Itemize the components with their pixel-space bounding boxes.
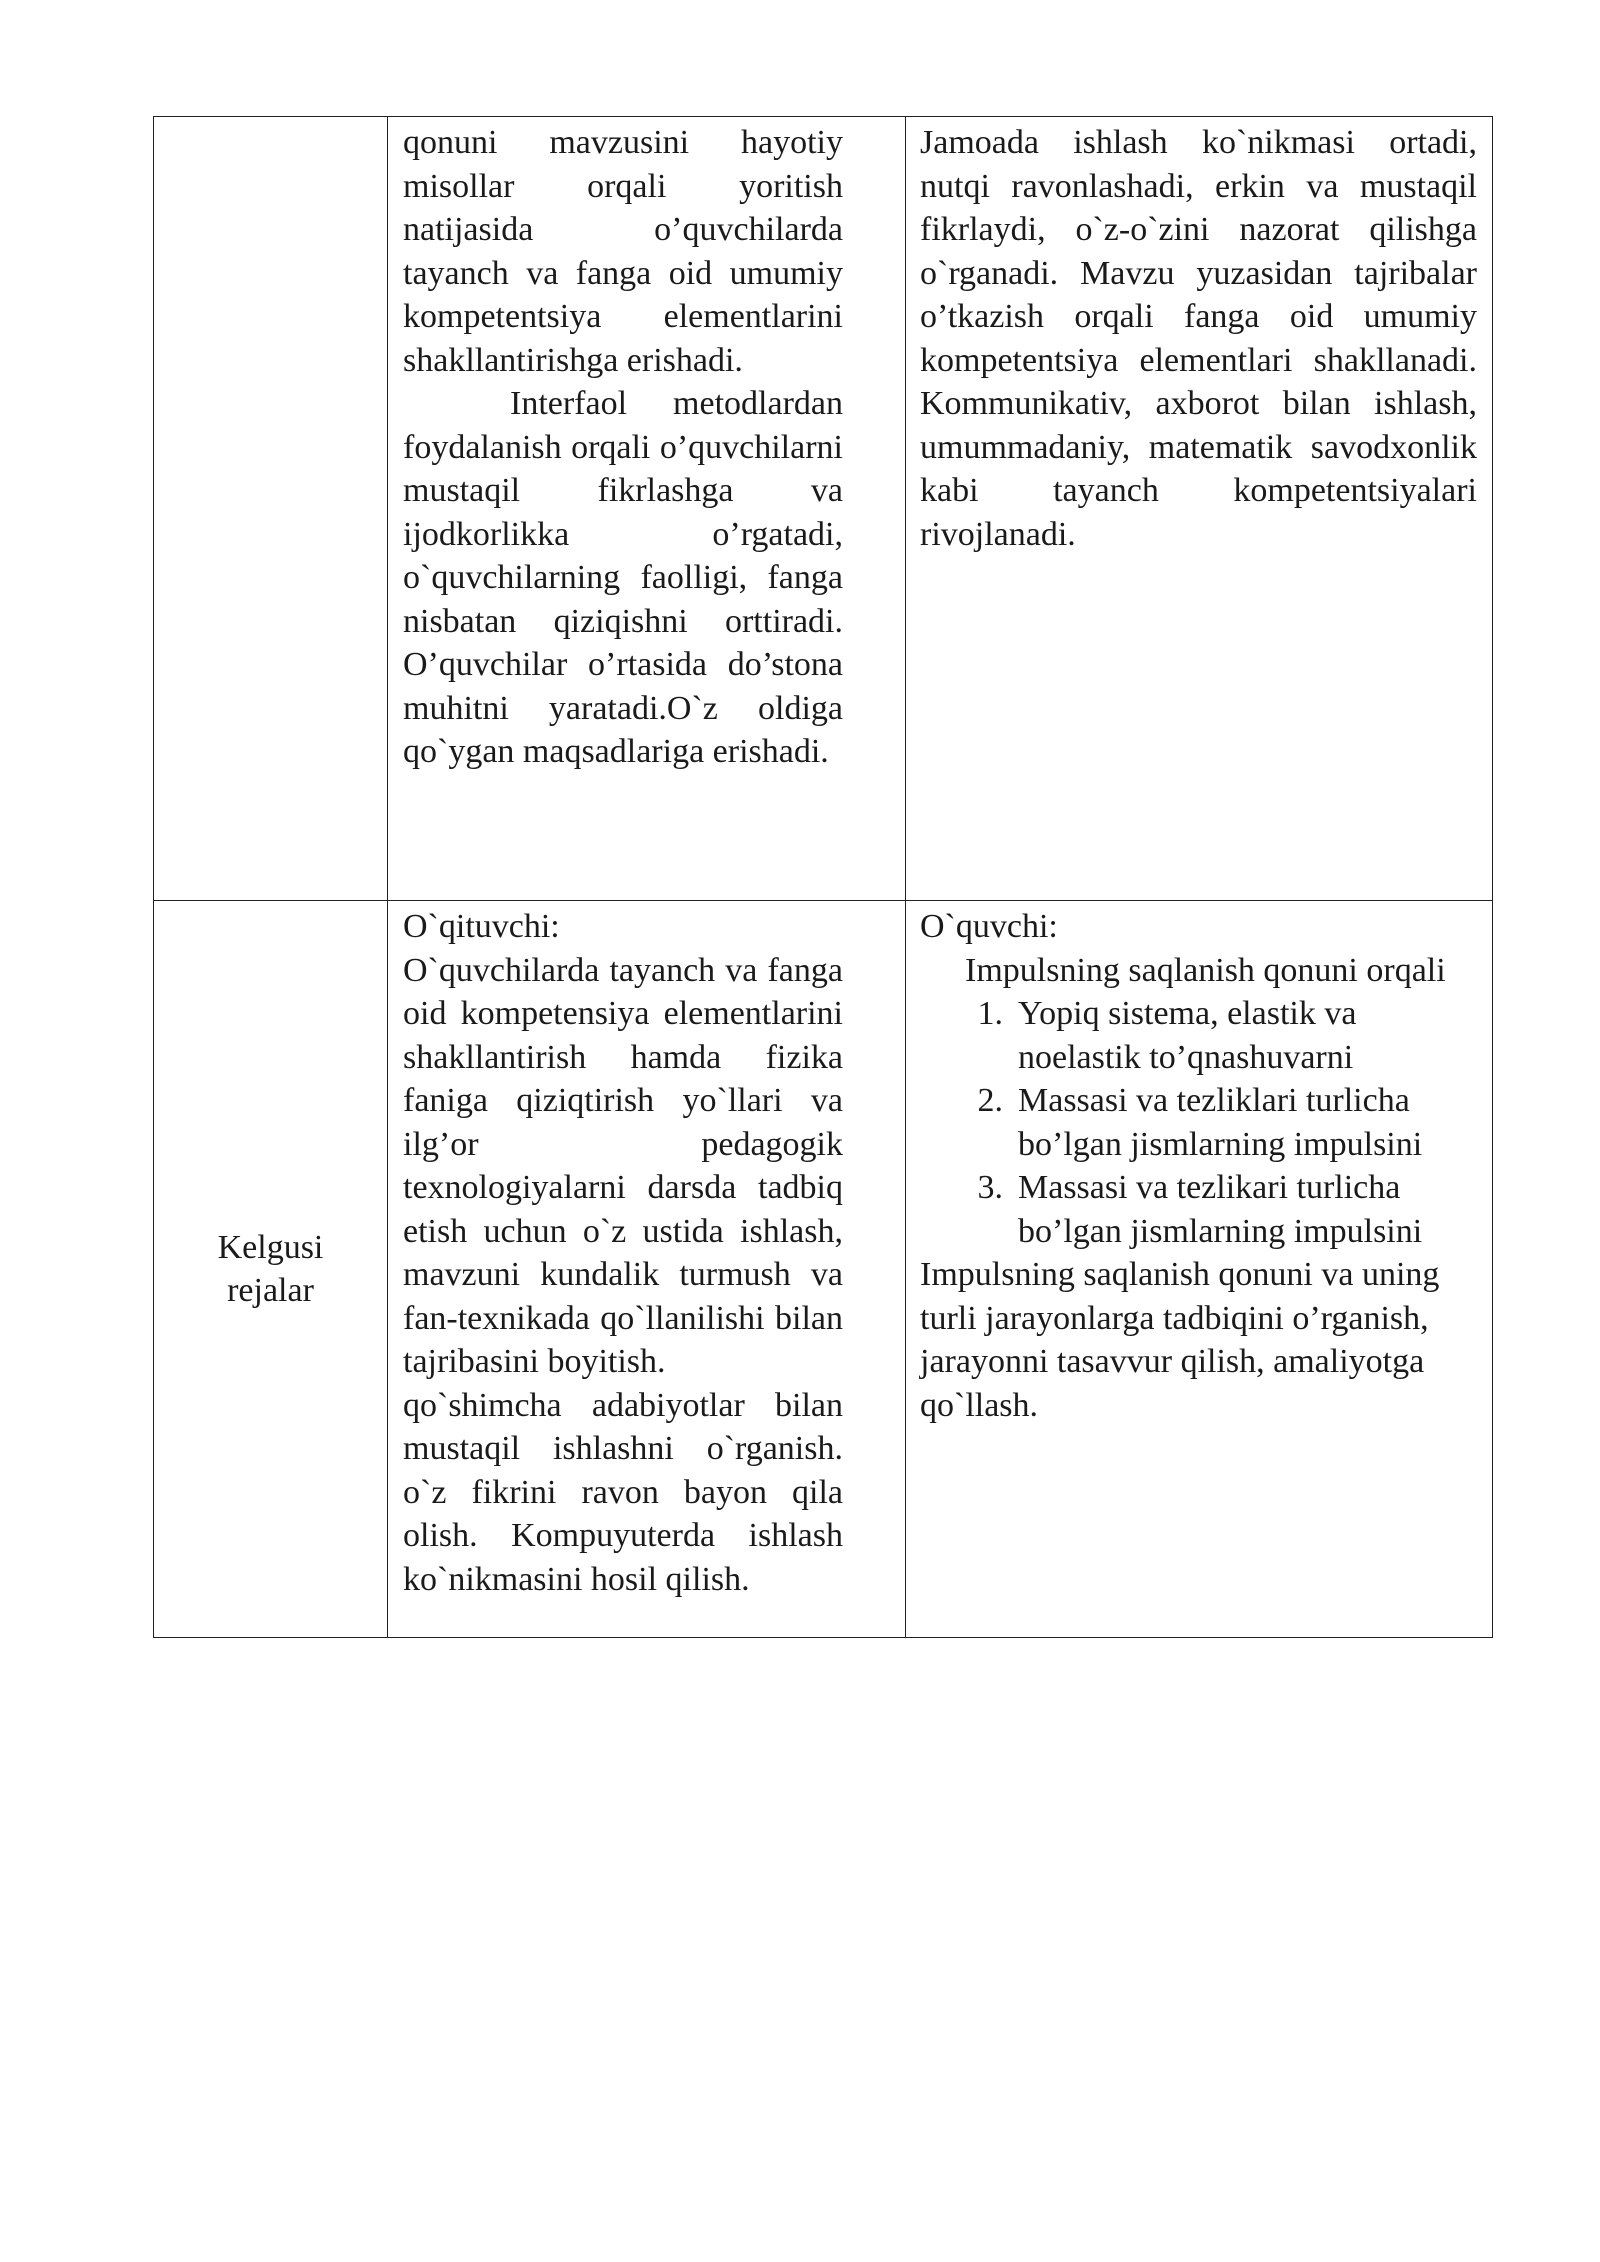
row1-middle-paragraph-2: Interfaol metodlardan foydalanish orqali o’quvchilarni mustaqil fikrlashga va ijodkorlikka o’rgatadi, o`quvchilarning faolligi, fanga nisbatan qiziqishni orttiradi. O’quvchilar o’rtasida do’stona muhitni yaratadi.O`z oldiga qo`ygan maqsadlariga erishadi. — [403, 385, 843, 770]
row1-middle-cell — [388, 117, 906, 901]
list-item — [920, 992, 1477, 1079]
lesson-plan-table — [153, 116, 1493, 1638]
row2-right-cell — [906, 901, 1493, 1638]
teacher-heading: O`qituvchi: — [403, 908, 560, 945]
row1-left-cell — [154, 117, 388, 901]
list-item — [920, 1079, 1477, 1166]
row2-left-cell — [154, 901, 388, 1638]
list-item — [920, 1166, 1477, 1253]
table-row — [154, 117, 1493, 901]
row1-right-paragraph: Jamoada ishlash ko`nikmasi ortadi, nutqi ravonlashadi, erkin va mustaqil fikrlaydi, o`z-o`zini nazorat qilishga o`rganadi. Mavzu yuzasidan tajribalar o’tkazish orqali fanga oid umumiy kompetentsiya elementlari shakllanadi. Kommunikativ, axborot bilan ishlash, umummadaniy, matematik savodxonlik kabi tayanch kompetentsiyalari rivojlanadi. — [920, 124, 1477, 553]
list-item-number: 3. — [977, 1169, 1003, 1206]
teacher-paragraph-2: qo`shimcha adabiyotlar bilan mustaqil ishlashni o`rganish. o`z fikrini ravon bayon qila olish. Kompuyuterda ishlash ko`nikmasini hosil qilish. — [403, 1386, 843, 1598]
student-outro: Impulsning saqlanish qonuni va uning turli jarayonlarga tadbiqini o’rganish, jarayonni tasavvur qilish, amaliyotga qo`llash. — [920, 1256, 1440, 1424]
list-item-number: 1. — [977, 995, 1003, 1032]
list-item-text: Massasi va tezliklari turlicha bo’lgan jismlarning impulsini — [1018, 1082, 1423, 1163]
list-item-number: 2. — [977, 1082, 1003, 1119]
row-label-kelgusi-rejalar: Kelgusi rejalar — [217, 1228, 324, 1309]
row2-middle-cell — [388, 901, 906, 1638]
table-row — [154, 901, 1493, 1638]
student-heading: O`quvchi: — [920, 908, 1058, 945]
row1-middle-paragraph-1: qonuni mavzusini hayotiy misollar orqali yoritish natijasida o’quvchilarda tayanch va fanga oid umumiy kompetentsiya elementlarini shakllantirishga erishadi. — [403, 124, 843, 379]
student-intro: Impulsning saqlanish qonuni orqali — [965, 951, 1446, 989]
teacher-paragraph-1: O`quvchilarda tayanch va fanga oid kompetensiya elementlarini shakllantirish hamda fizika faniga qiziqtirish yo`llari va ilg’or pedagogik texnologiyalarni darsda tadbiq etish uchun o`z ustida ishlash, mavzuni kundalik turmush va fan-texnikada qo`llanilishi bilan tajribasini boyitish. — [403, 951, 843, 1380]
row1-right-cell — [906, 117, 1493, 901]
list-item-text: Massasi va tezlikari turlicha bo’lgan jismlarning impulsini — [1018, 1169, 1423, 1250]
list-item-text: Yopiq sistema, elastik va noelastik to’qnashuvarni — [1018, 995, 1357, 1076]
student-numbered-list — [920, 992, 1477, 1253]
